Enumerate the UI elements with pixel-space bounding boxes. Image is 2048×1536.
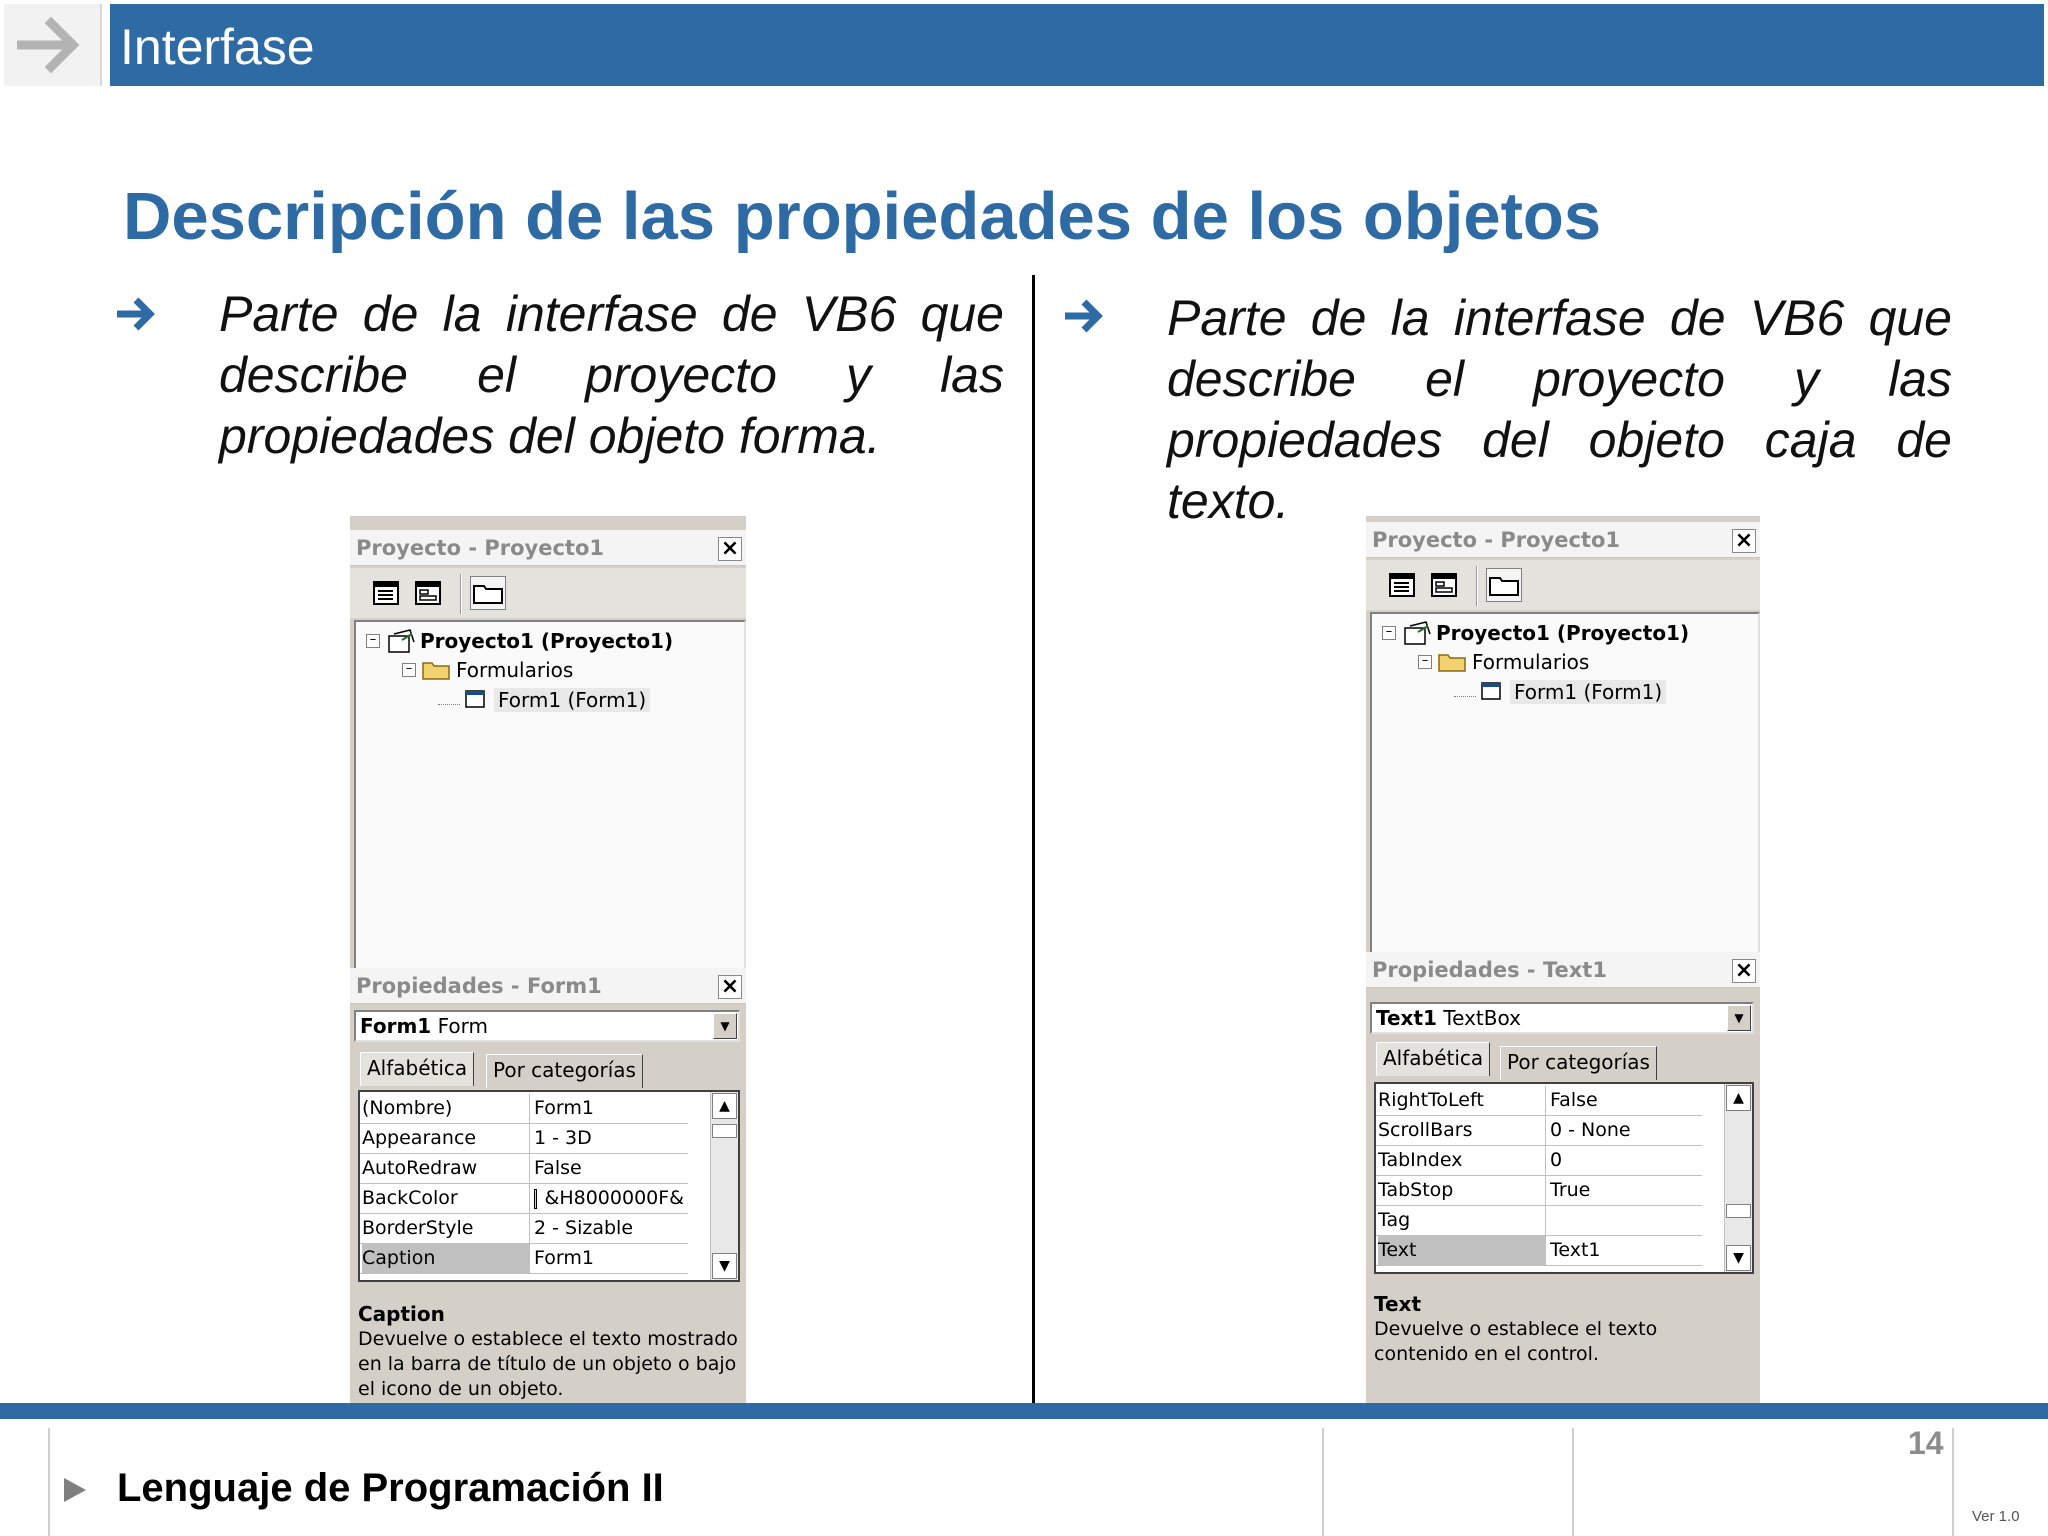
table-row[interactable] <box>1376 1176 1702 1206</box>
footer-divider <box>1952 1428 1954 1536</box>
project-tree <box>1370 612 1760 962</box>
scroll-up-icon[interactable]: ▲ <box>712 1093 737 1119</box>
folder-icon <box>1438 651 1466 673</box>
properties-scrollbar[interactable] <box>710 1092 738 1280</box>
object-name: Form1 <box>360 1014 432 1038</box>
property-name: Appearance <box>362 1124 530 1154</box>
description-text: Devuelve o establece el texto contenido en el control. <box>1374 1318 1658 1365</box>
project-icon <box>1402 620 1432 646</box>
object-selector[interactable] <box>1370 1002 1754 1034</box>
properties-title: Propiedades - Text1 <box>1372 958 1607 982</box>
footer-divider <box>1322 1428 1324 1536</box>
tree-item-form1[interactable] <box>438 688 650 712</box>
arrow-right-icon <box>17 14 87 76</box>
table-row[interactable] <box>360 1184 688 1214</box>
collapse-icon[interactable]: – <box>366 634 380 648</box>
toolbar-separator <box>1476 566 1478 606</box>
property-value: Form1 <box>534 1247 594 1269</box>
view-code-icon <box>373 581 399 605</box>
property-value: Form1 <box>534 1097 594 1119</box>
bullet-arrow-icon <box>1062 296 1106 336</box>
property-value: True <box>1550 1179 1591 1201</box>
tree-label-project: Proyecto1 (Proyecto1) <box>1436 621 1690 645</box>
form-icon <box>464 689 488 711</box>
close-icon[interactable]: × <box>718 537 742 561</box>
close-icon[interactable]: × <box>718 975 742 999</box>
toolbar-separator <box>460 574 462 614</box>
property-name: AutoRedraw <box>362 1154 530 1184</box>
description-title: Text <box>1374 1292 1422 1316</box>
folder-icon <box>422 659 450 681</box>
tree-label-form1: Form1 (Form1) <box>494 688 650 712</box>
tree-connector <box>438 695 460 705</box>
table-row-selected[interactable] <box>1376 1236 1702 1266</box>
view-object-button[interactable] <box>1426 568 1462 602</box>
property-name: (Nombre) <box>362 1094 530 1124</box>
properties-title: Propiedades - Form1 <box>356 974 602 998</box>
object-type: TextBox <box>1443 1006 1521 1030</box>
header-arrow-box <box>4 4 102 86</box>
tree-label-project: Proyecto1 (Proyecto1) <box>420 629 674 653</box>
properties-grid <box>358 1090 740 1282</box>
column-divider <box>1032 275 1035 1405</box>
property-name: Caption <box>362 1244 530 1274</box>
footer-bar <box>0 1403 2048 1419</box>
table-row[interactable] <box>360 1094 688 1124</box>
tab-alphabetic[interactable]: Alfabética <box>360 1052 474 1086</box>
properties-scrollbar[interactable] <box>1724 1084 1752 1272</box>
table-row[interactable] <box>360 1214 688 1244</box>
section-title: Interfase <box>120 19 315 75</box>
course-title: Lenguaje de Programación II <box>117 1466 664 1510</box>
object-type: Form <box>437 1014 488 1038</box>
project-explorer-title: Proyecto - Proyecto1 <box>1372 528 1620 552</box>
view-code-button[interactable] <box>368 576 404 610</box>
project-tree <box>354 620 746 970</box>
property-value: 2 - Sizable <box>534 1217 634 1239</box>
header-bar <box>110 4 2044 86</box>
property-value: Text1 <box>1550 1239 1601 1261</box>
property-name: ScrollBars <box>1378 1116 1546 1146</box>
play-triangle-icon <box>64 1478 86 1502</box>
project-icon <box>386 628 416 654</box>
scroll-down-icon[interactable]: ▼ <box>1726 1245 1751 1271</box>
collapse-icon[interactable]: – <box>1418 655 1432 669</box>
properties-grid <box>1374 1082 1754 1274</box>
table-row[interactable] <box>1376 1086 1702 1116</box>
properties-titlebar <box>1366 952 1760 988</box>
tree-label-forms: Formularios <box>1472 650 1590 674</box>
close-icon[interactable]: × <box>1732 529 1756 553</box>
color-swatch <box>534 1189 537 1209</box>
property-name: TabStop <box>1378 1176 1546 1206</box>
scroll-thumb[interactable] <box>1726 1204 1751 1218</box>
object-selector[interactable] <box>354 1010 740 1042</box>
property-value: 1 - 3D <box>534 1127 592 1149</box>
tab-alphabetic[interactable]: Alfabética <box>1376 1042 1490 1076</box>
close-icon[interactable]: × <box>1732 959 1756 983</box>
table-row[interactable] <box>1376 1116 1702 1146</box>
toggle-folders-button[interactable] <box>470 576 506 610</box>
tree-label-form1: Form1 (Form1) <box>1510 680 1666 704</box>
tree-item-forms-folder[interactable] <box>402 658 573 682</box>
tab-categories[interactable]: Por categorías <box>1500 1046 1657 1080</box>
property-name: BorderStyle <box>362 1214 530 1244</box>
vb6-right-panel <box>1366 516 1760 1403</box>
form-icon <box>1480 681 1504 703</box>
tree-connector <box>1454 687 1476 697</box>
version-label: Ver 1.0 <box>1972 1508 2020 1525</box>
tree-item-form1[interactable] <box>1454 680 1666 704</box>
folder-icon <box>1489 574 1519 596</box>
property-value: False <box>1550 1089 1598 1111</box>
table-row[interactable] <box>1376 1146 1702 1176</box>
right-bullet-text: Parte de la interfase de VB6 que describe el proyecto y las propiedades del objeto caja de texto. <box>1167 290 1952 529</box>
chevron-down-icon[interactable]: ▼ <box>1727 1005 1751 1031</box>
property-description <box>1374 1292 1756 1367</box>
property-description <box>358 1302 742 1402</box>
property-value-color <box>534 1184 684 1213</box>
folder-icon <box>473 582 503 604</box>
slide-title: Descripción de las propiedades de los objetos <box>123 179 1602 254</box>
project-explorer-titlebar <box>350 530 746 566</box>
vb6-left-panel <box>350 516 746 1414</box>
property-name: RightToLeft <box>1378 1086 1546 1116</box>
bullet-arrow-icon <box>114 294 158 334</box>
view-object-button[interactable] <box>410 576 446 610</box>
collapse-icon[interactable]: – <box>1382 626 1396 640</box>
left-bullet-text: Parte de la interfase de VB6 que describe el proyecto y las propiedades del objeto forma. <box>219 286 1004 464</box>
property-name: Tag <box>1378 1206 1546 1236</box>
property-name: BackColor <box>362 1184 530 1214</box>
toggle-folders-button[interactable] <box>1486 568 1522 602</box>
tree-item-forms-folder[interactable] <box>1418 650 1589 674</box>
table-row[interactable] <box>360 1124 688 1154</box>
collapse-icon[interactable]: – <box>402 663 416 677</box>
view-code-icon <box>1389 573 1415 597</box>
property-value: &H8000000F& <box>544 1187 684 1209</box>
project-toolbar <box>1366 560 1760 610</box>
project-toolbar <box>350 568 746 618</box>
description-title: Caption <box>358 1302 445 1326</box>
tree-label-forms: Formularios <box>456 658 574 682</box>
scroll-down-icon[interactable]: ▼ <box>712 1253 737 1279</box>
footer-divider <box>1572 1428 1574 1536</box>
tree-item-project[interactable] <box>1382 620 1689 646</box>
scroll-up-icon[interactable]: ▲ <box>1726 1085 1751 1111</box>
page-number: 14 <box>1908 1425 1944 1461</box>
property-name: TabIndex <box>1378 1146 1546 1176</box>
table-row[interactable] <box>360 1154 688 1184</box>
project-explorer-title: Proyecto - Proyecto1 <box>356 536 604 560</box>
properties-titlebar <box>350 968 746 1004</box>
property-value: 0 <box>1550 1149 1563 1171</box>
footer-divider <box>48 1428 50 1536</box>
project-explorer-titlebar <box>1366 522 1760 558</box>
tree-item-project[interactable] <box>366 628 673 654</box>
property-value: 0 - None <box>1550 1119 1631 1141</box>
view-object-icon <box>415 581 441 605</box>
tab-categories[interactable]: Por categorías <box>486 1054 643 1088</box>
view-code-button[interactable] <box>1384 568 1420 602</box>
table-row-selected[interactable] <box>360 1244 688 1274</box>
property-name: Text <box>1378 1236 1546 1266</box>
view-object-icon <box>1431 573 1457 597</box>
object-name: Text1 <box>1376 1006 1437 1030</box>
chevron-down-icon[interactable]: ▼ <box>713 1013 737 1039</box>
property-value: False <box>534 1157 582 1179</box>
scroll-thumb[interactable] <box>712 1124 737 1138</box>
table-row[interactable] <box>1376 1206 1702 1236</box>
description-text: Devuelve o establece el texto mostrado en la barra de título de un objeto o bajo el icono de un objeto. <box>358 1328 738 1400</box>
